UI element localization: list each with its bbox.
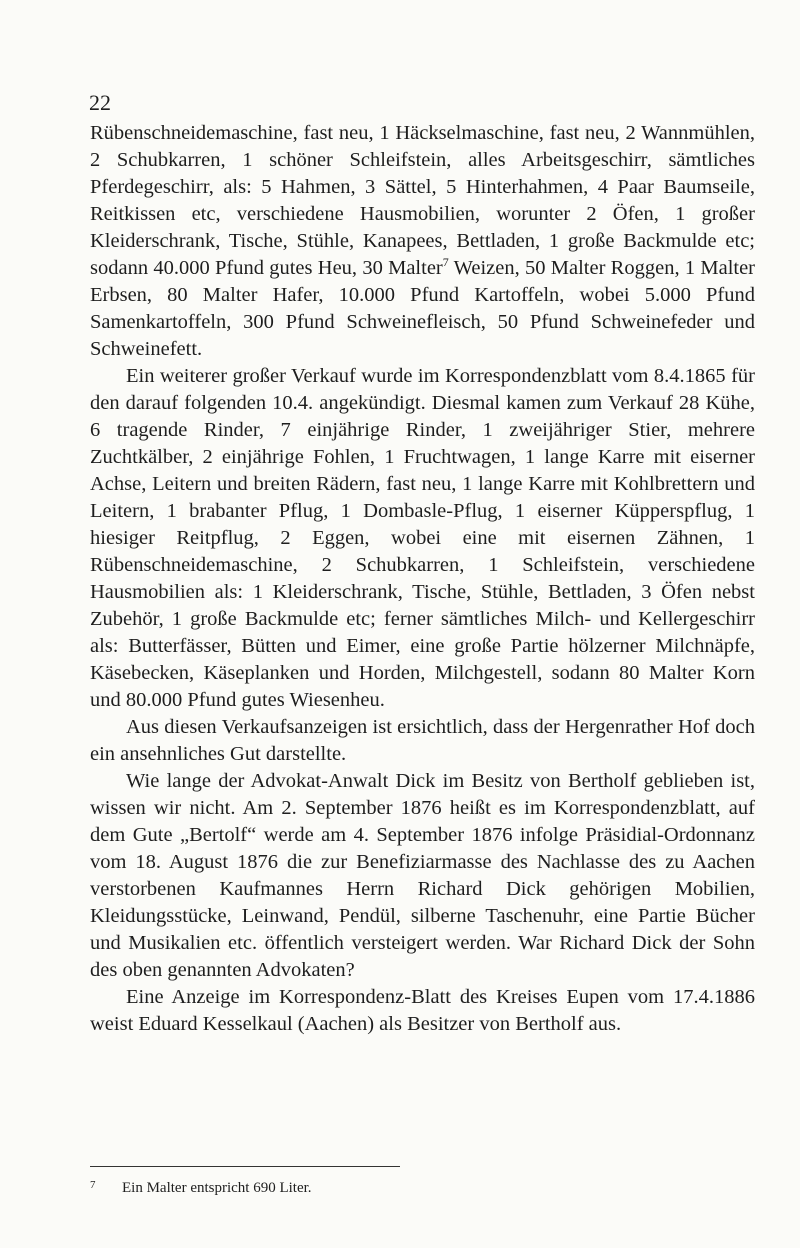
paragraph-3: Aus diesen Verkaufsanzeigen ist ersichtlich, dass der Hergenrather Hof doch ein ansehnliches Gut darstellte. bbox=[90, 716, 755, 765]
paragraph-5: Eine Anzeige im Korrespondenz-Blatt des Kreises Eupen vom 17.4.1886 weist Eduard Kesselkaul (Aachen) als Besitzer von Bertholf aus. bbox=[90, 986, 755, 1035]
paragraph-4: Wie lange der Advokat-Anwalt Dick im Besitz von Bertholf geblieben ist, wissen wir nicht. Am 2. September 1876 heißt es im Korrespondenzblatt, auf dem Gute „Bertolf“ werde am 4. September 1876 infolge Präsidial-Ordonnanz vom 18. August 1876 die zur Benefiziarmasse des Nachlasse des zu Aachen verstorbenen Kaufmannes Herrn Richard Dick gehörigen Mobilien, Kleidungsstücke, Leinwand, Pendül, silberne Taschenuhr, eine Partie Bücher und Musikalien etc. öffentlich versteigert werden. War Richard Dick der Sohn des oben genannten Advokaten? bbox=[90, 770, 755, 981]
footnote-reference: 7 bbox=[442, 255, 449, 270]
paragraph-2: Ein weiterer großer Verkauf wurde im Korrespondenzblatt vom 8.4.1865 für den darauf folgenden 10.4. angekündigt. Diesmal kamen zum Verkauf 28 Kühe, 6 tragende Rinder, 7 einjährige Rinder, 1 zweijähriger Stier, mehrere Zuchtkälber, 2 einjährige Fohlen, 1 Fruchtwagen, 1 lange Karre mit eiserner Achse, Leitern und breiten Rädern, fast neu, 1 lange Karre mit Kohlbrettern und Leitern, 1 brabanter Pflug, 1 Dombasle-Pflug, 1 eiserner Küpperspflug, 1 hiesiger Reitpflug, 2 Eggen, wobei eine mit eisernen Zähnen, 1 Rübenschneidemaschine, 2 Schubkarren, 1 Schleifstein, verschiedene Hausmobilien als: 1 Kleiderschrank, Tische, Stühle, Bettladen, 3 Öfen nebst Zubehör, 1 große Backmulde etc; ferner sämtliches Milch- und Kellergeschirr als: Butterfässer, Bütten und Eimer, eine große Partie hölzerner Milchnäpfe, Käsebecken, Käseplanken und Horden, Milchgestell, sodann 80 Malter Korn und 80.000 Pfund gutes Wiesenheu. bbox=[90, 365, 755, 711]
footnote-divider bbox=[90, 1166, 400, 1167]
footnote-text: Ein Malter entspricht 690 Liter. bbox=[122, 1180, 312, 1196]
body-text bbox=[90, 120, 755, 1038]
paragraph-1 bbox=[90, 120, 755, 363]
paragraph-1-text-start: Rübenschneidemaschine, fast neu, 1 Häckselmaschine, fast neu, 2 Wannmühlen, 2 Schubkarren, 1 schöner Schleifstein, alles Arbeitsgeschirr, sämtliches Pferdegeschirr, als: 5 Hahmen, 3 Sättel, 5 Hinterhahmen, 4 Paar Baumseile, Reitkissen etc, verschiedene Hausmobilien, worunter 2 Öfen, 1 großer Kleiderschrank, Tische, Stühle, Kanapees, Bettladen, 1 große Backmulde etc; sodann 40.000 Pfund gutes Heu, 30 Malter bbox=[90, 122, 755, 279]
page-number: 22 bbox=[89, 90, 111, 115]
paragraph-1-text-end: Weizen, 50 Malter Roggen, 1 Malter Erbsen, 80 Malter Hafer, 10.000 Pfund Kartoffeln, wobei 5.000 Pfund Samenkartoffeln, 300 Pfund Schweinefleisch, 50 Pfund Schweinefeder und Schweinefett. bbox=[90, 257, 756, 360]
footnote-number: 7 bbox=[90, 1179, 96, 1191]
footnote bbox=[90, 1178, 312, 1198]
